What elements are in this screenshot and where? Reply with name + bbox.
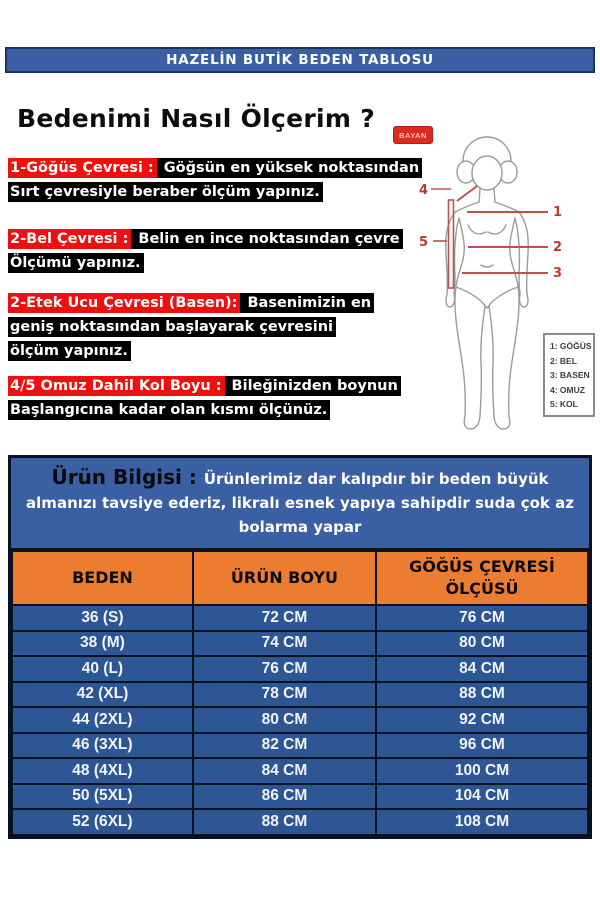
instruction-section: [8, 374, 400, 422]
body-outline: [446, 137, 528, 429]
product-info-label: Ürün Bilgisi :: [51, 465, 204, 489]
instruction-label: 2-Bel Çevresi :: [8, 229, 131, 249]
size-table-row: [12, 707, 588, 733]
body-measurement-figure: [395, 115, 600, 460]
instruction-line: [8, 374, 400, 398]
size-table-cell: 48 (4XL): [12, 758, 193, 784]
instruction-line: [8, 339, 400, 363]
size-table-cell: 80 CM: [376, 631, 588, 657]
marker-2: 2: [553, 240, 563, 255]
marker-3: 3: [553, 266, 563, 281]
page-title: Bedenimi Nasıl Ölçerim ?: [17, 104, 376, 133]
size-table-cell: 50 (5XL): [12, 784, 193, 810]
instruction-line: [8, 227, 400, 251]
size-table-cell: 88 CM: [376, 682, 588, 708]
instruction-text: ölçüm yapınız.: [8, 341, 131, 361]
instruction-section: [8, 156, 420, 204]
size-table-cell: 96 CM: [376, 733, 588, 759]
size-table-cell: 44 (2XL): [12, 707, 193, 733]
size-table-cell: 108 CM: [376, 809, 588, 835]
column-header-beden: BEDEN: [12, 551, 193, 605]
size-table-cell: 86 CM: [193, 784, 376, 810]
instruction-text: Basenimizin en: [240, 293, 374, 313]
instruction-line: [8, 291, 400, 315]
legend-item: 4: OMUZ: [550, 384, 585, 395]
marker-5: 5: [418, 235, 428, 250]
column-header-urun-boyu: ÜRÜN BOYU: [193, 551, 376, 605]
legend-item: 3: BASEN: [550, 370, 590, 381]
instruction-label: 2-Etek Ucu Çevresi (Basen):: [8, 293, 240, 313]
instruction-text: Bileğinizden boynun: [225, 376, 401, 396]
size-table-row: [12, 656, 588, 682]
size-table-cell: 100 CM: [376, 758, 588, 784]
instruction-line: [8, 251, 400, 275]
instruction-text: Belin en ince noktasından çevre: [131, 229, 402, 249]
bayan-badge: BAYAN: [393, 126, 433, 144]
size-table-cell: 80 CM: [193, 707, 376, 733]
size-table-cell: 52 (6XL): [12, 809, 193, 835]
instruction-section: [8, 227, 400, 275]
instruction-text: Başlangıcına kadar olan kısmı ölçünüz.: [8, 400, 330, 420]
size-table-cell: 36 (S): [12, 605, 193, 631]
size-table-row: [12, 682, 588, 708]
legend-item: 2: BEL: [550, 355, 577, 366]
figure-legend: [543, 333, 595, 417]
size-table-row: [12, 784, 588, 810]
size-table-cell: 76 CM: [193, 656, 376, 682]
arm-length-line: [449, 200, 454, 288]
size-table-cell: 46 (3XL): [12, 733, 193, 759]
product-info-box: [11, 458, 589, 550]
instruction-line: [8, 156, 420, 180]
size-table-cell: 72 CM: [193, 605, 376, 631]
instruction-line: [8, 315, 400, 339]
header-banner-title: HAZELİN BUTİK BEDEN TABLOSU: [166, 52, 434, 68]
size-table-cell: 76 CM: [376, 605, 588, 631]
size-table-cell: 82 CM: [193, 733, 376, 759]
instruction-label: 1-Göğüs Çevresi :: [8, 158, 157, 178]
legend-item: 5: KOL: [550, 399, 578, 410]
product-info-and-size-table: [8, 455, 592, 839]
size-table-row: [12, 733, 588, 759]
instruction-section: [8, 291, 400, 363]
size-table-cell: 42 (XL): [12, 682, 193, 708]
product-info-text: Ürünlerimiz dar kalıpdır bir beden büyük almanızı tavsiye ederiz, likralı esnek yapıya sahipdir suda çok az bolarma yapar: [26, 470, 574, 536]
size-table-cell: 84 CM: [193, 758, 376, 784]
header-banner: [5, 47, 595, 73]
size-table-row: [12, 758, 588, 784]
size-table: [11, 550, 589, 836]
measurement-lines: [431, 186, 548, 288]
size-table-cell: 40 (L): [12, 656, 193, 682]
size-table-cell: 84 CM: [376, 656, 588, 682]
marker-4: 4: [418, 183, 428, 198]
instruction-text: geniş noktasından başlayarak çevresini: [8, 317, 336, 337]
column-header-gogus-cevresi: GÖĞÜS ÇEVRESİ ÖLÇÜSÜ: [376, 551, 588, 605]
size-table-cell: 104 CM: [376, 784, 588, 810]
size-table-row: [12, 605, 588, 631]
size-table-row: [12, 631, 588, 657]
legend-item: 1: GÖĞÜS: [550, 341, 592, 351]
instruction-label: 4/5 Omuz Dahil Kol Boyu :: [8, 376, 225, 396]
instruction-line: [8, 180, 400, 204]
size-table-cell: 74 CM: [193, 631, 376, 657]
size-table-cell: 92 CM: [376, 707, 588, 733]
marker-1: 1: [553, 205, 563, 220]
size-table-cell: 38 (M): [12, 631, 193, 657]
instruction-text: Göğsün en yüksek noktasından: [157, 158, 422, 178]
shoulder-line: [457, 186, 477, 201]
size-table-row: [12, 809, 588, 835]
size-table-cell: 88 CM: [193, 809, 376, 835]
size-table-cell: 78 CM: [193, 682, 376, 708]
size-table-header-row: [12, 551, 588, 605]
instruction-text: Sırt çevresiyle beraber ölçüm yapınız.: [8, 182, 323, 202]
instruction-text: Ölçümü yapınız.: [8, 253, 144, 273]
instruction-line: [8, 398, 400, 422]
